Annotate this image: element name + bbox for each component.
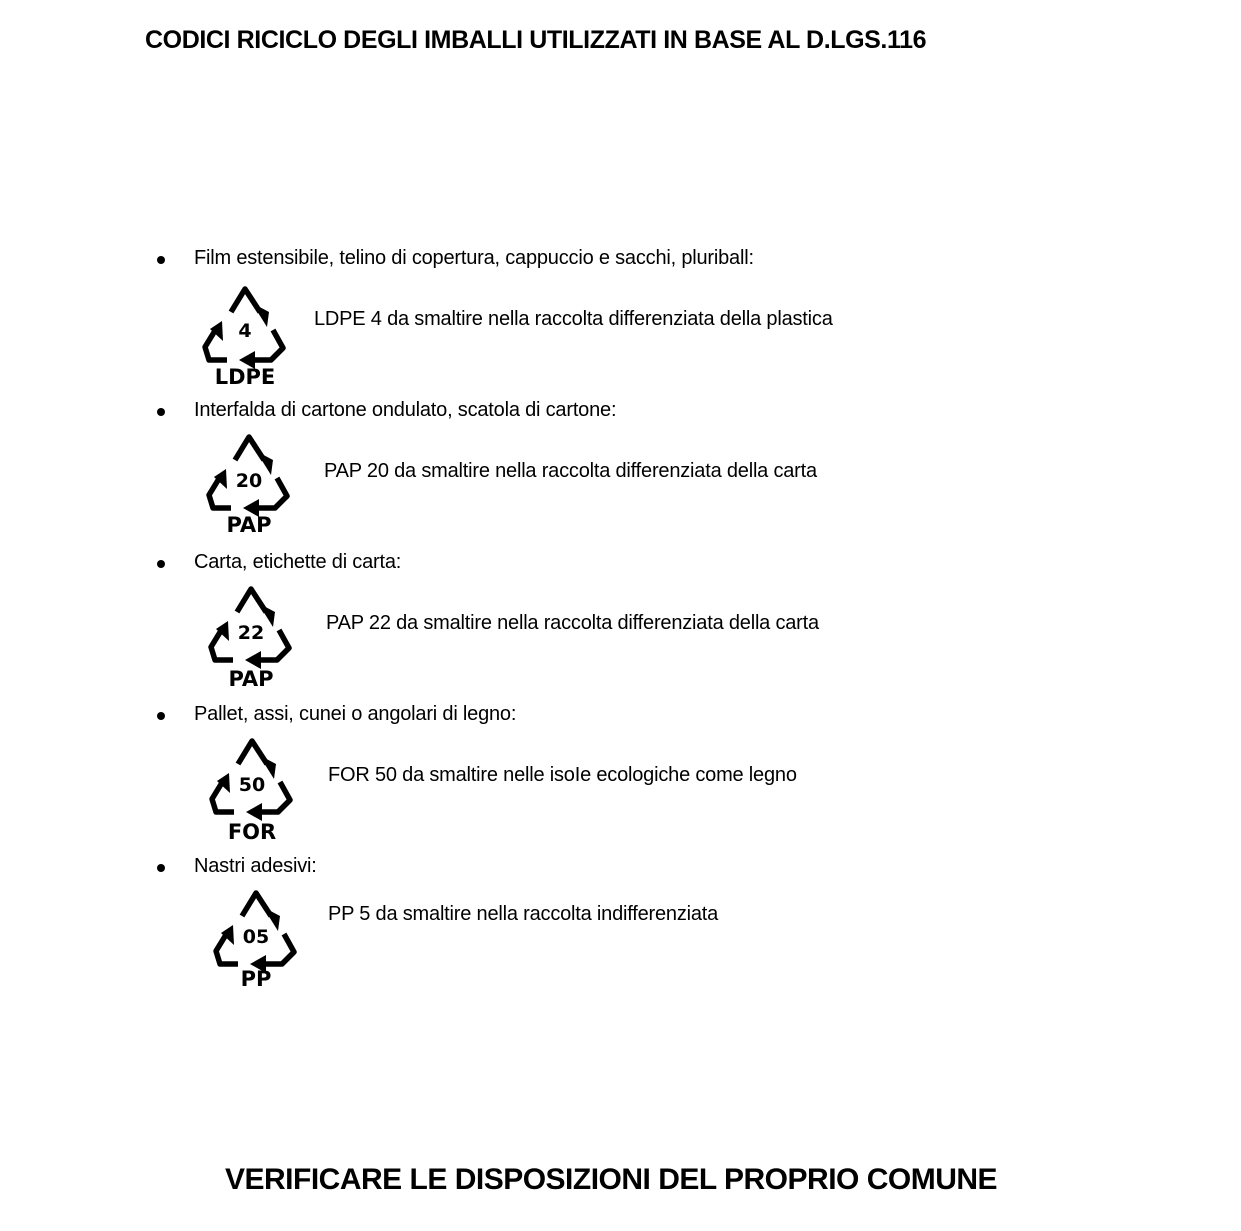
item-label: Film estensibile, telino di copertura, cappuccio e sacchi, pluriball: xyxy=(194,247,754,269)
code-number: 50 xyxy=(238,774,266,796)
recycling-triangle-icon xyxy=(199,432,299,536)
footer-notice: VERIFICARE LE DISPOSIZIONI DEL PROPRIO COMUNE xyxy=(225,1163,998,1196)
code-abbr: PAP xyxy=(226,513,272,537)
bullet xyxy=(157,712,165,720)
item-description: PAP 22 da smaltire nella raccolta differenziata della carta xyxy=(326,612,819,634)
code-number: 20 xyxy=(235,470,263,492)
recycling-triangle-graphic xyxy=(199,432,299,536)
bullet xyxy=(157,560,165,568)
code-abbr: PP xyxy=(240,967,272,991)
recycling-triangle-icon xyxy=(206,888,306,992)
item-description: PP 5 da smaltire nella raccolta indifferenziata xyxy=(328,903,719,925)
recycling-triangle-icon xyxy=(195,284,295,388)
item-description: PAP 20 da smaltire nella raccolta differenziata della carta xyxy=(324,460,817,482)
item-description: FOR 50 da smaltire nelle isoIe ecologiche come legno xyxy=(328,764,797,786)
document-title: CODICI RICICLO DEGLI IMBALLI UTILIZZATI IN BASE AL D.LGS.116 xyxy=(145,26,927,54)
code-abbr: LDPE xyxy=(214,365,276,389)
code-abbr: FOR xyxy=(227,820,277,844)
item-description: LDPE 4 da smaltire nella raccolta differenziata della plastica xyxy=(314,308,833,330)
recycling-triangle-graphic xyxy=(201,584,301,691)
code-number: 4 xyxy=(238,320,252,342)
bullet xyxy=(157,864,165,872)
recycling-triangle-graphic xyxy=(206,888,306,992)
item-label: Pallet, assi, cunei o angolari di legno: xyxy=(194,703,517,725)
bullet xyxy=(157,256,165,264)
code-number: 05 xyxy=(242,926,270,948)
code-abbr: PAP xyxy=(228,667,274,691)
item-label: Nastri adesivi: xyxy=(194,855,317,877)
recycling-triangle-graphic xyxy=(202,736,302,844)
recycling-triangle-icon xyxy=(202,736,302,844)
recycling-triangle-icon xyxy=(201,584,301,691)
item-label: Interfalda di cartone ondulato, scatola di cartone: xyxy=(194,399,617,421)
recycling-triangle-graphic xyxy=(195,284,295,388)
item-label: Carta, etichette di carta: xyxy=(194,551,402,573)
code-number: 22 xyxy=(237,622,265,644)
bullet xyxy=(157,408,165,416)
